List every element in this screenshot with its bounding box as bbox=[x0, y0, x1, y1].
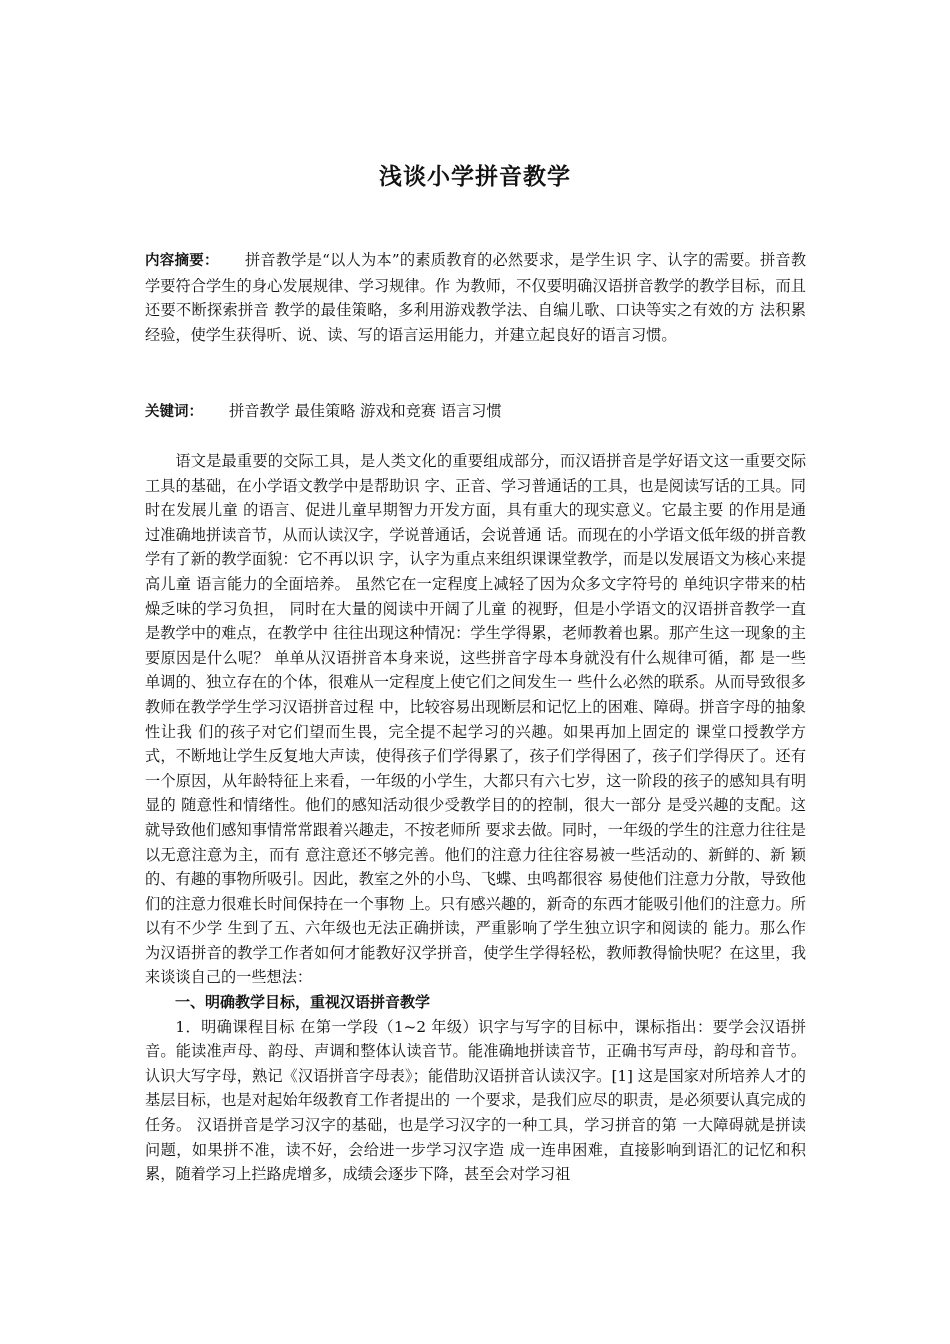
keywords-line bbox=[145, 399, 806, 424]
document-title: 浅谈小学拼音教学 bbox=[379, 164, 571, 190]
section-heading: 一、明确教学目标，重视汉语拼音教学 bbox=[175, 993, 431, 1012]
abstract-label: 内容摘要： bbox=[145, 253, 219, 269]
body-text bbox=[145, 449, 806, 1187]
intro-paragraph: 语文是最重要的交际工具，是人类文化的重要组成部分，而汉语拼音是学好语文这一重要交际工具的基础，在小学语文教学中是帮助识 字、正音、学习普通话的工具，也是阅读写话的工具。同时在发展儿童 的语言、促进儿童早期智力开发方面，具有重大的现实意义。它最主要 的作用是通过准确地拼读音节，从而认读汉字，学说普通话，会说普通 话。而现在的小学语文低年级的拼音教学有了新的教学面貌：它不再以识 字，认字为重点来组织课课堂教学，而是以发展语文为核心来提高儿童 语言能力的全面培养。 虽然它在一定程度上减轻了因为众多文字符号的 单纯识字带来的枯燥乏味的学习负担， 同时在大量的阅读中开阔了儿童 的视野，但是小学语文的汉语拼音教学一直是教学中的难点，在教学中 往往出现这种情况：学生学得累，老师教着也累。那产生这一现象的主 要原因是什么呢？ 单单从汉语拼音本身来说，这些拼音字母本身就没有什么规律可循，都 是一些单调的、独立存在的个体，很难从一定程度上使它们之间发生一 些什么必然的联系。从而导致很多教师在教学学生学习汉语拼音过程 中，比较容易出现断层和记忆上的困难、障碍。拼音字母的抽象性让我 们的孩子对它们望而生畏，完全提不起学习的兴趣。如果再加上固定的 课堂口授教学方式，不断地让学生反复地大声读，使得孩子们学得累了，孩子们学得困了，孩子们学得厌了。还有一个原因，从年龄特征上来看，一年级的小学生，大都只有六七岁，这一阶段的孩子的感知具有明显的 随意性和情绪性。他们的感知活动很少受教学目的的控制，很大一部分 是受兴趣的支配。这就导致他们感知事情常常跟着兴趣走，不按老师所 要求去做。同时，一年级的学生的注意力往往是以无意注意为主，而有 意注意还不够完善。他们的注意力往往容易被一些活动的、新鲜的、新 颖的、有趣的事物所吸引。因此，教室之外的小鸟、飞蝶、虫鸣都很容 易使他们注意力分散，导致他们的注意力很难长时间保持在一个事物 上。只有感兴趣的，新奇的东西才能吸引他们的注意力。所以有不少学 生到了五、六年级也无法正确拼读，严重影响了学生独立识字和阅读的 能力。那么作为汉语拼音的教学工作者如何才能教好汉学拼音，使学生学得轻松，教师教得愉快呢？在这里，我来谈谈自己的一些想法： bbox=[145, 452, 806, 987]
keywords-label: 关键词： bbox=[145, 404, 203, 420]
section-paragraph: 1．明确课程目标 在第一学段（1~2 年级）识字与写字的目标中，课标指出：要学会汉语拼音。能读准声母、韵母、声调和整体认读音节。能准确地拼读音节，正确书写声母，韵母和音节。认识大写字母，熟记《汉语拼音字母表》；能借助汉语拼音认读汉字。[1] 这是国家对所培养人才的基层目标，也是对起始年级教育工作者提出的 一个要求，是我们应尽的职责，是必须要认真完成的任务。 汉语拼音是学习汉字的基础，也是学习汉字的一种工具，学习拼音的第 一大障碍就是拼读问题，如果拼不准，读不好，会给进一步学习汉字造 成一连串困难，直接影响到语汇的记忆和积累，随着学习上拦路虎增多，成绩会逐步下降，甚至会对学习祖 bbox=[145, 1017, 806, 1184]
abstract-paragraph bbox=[145, 248, 806, 347]
keywords-text: 拼音教学 最佳策略 游戏和竞赛 语言习惯 bbox=[229, 402, 502, 420]
abstract-text: 拼音教学是“以人为本”的素质教育的必然要求，是学生识 字、认字的需要。拼音教学要符合学生的身心发展规律、学习规律。作 为教师，不仅要明确汉语拼音教学的教学目标，而且还要不断探索拼音 教学的最佳策略，多利用游戏教学法、自编儿歌、口诀等实之有效的方 法积累经验，使学生获得听、说、读、写的语言运用能力，并建立起良好的语言习惯。 bbox=[145, 251, 807, 344]
